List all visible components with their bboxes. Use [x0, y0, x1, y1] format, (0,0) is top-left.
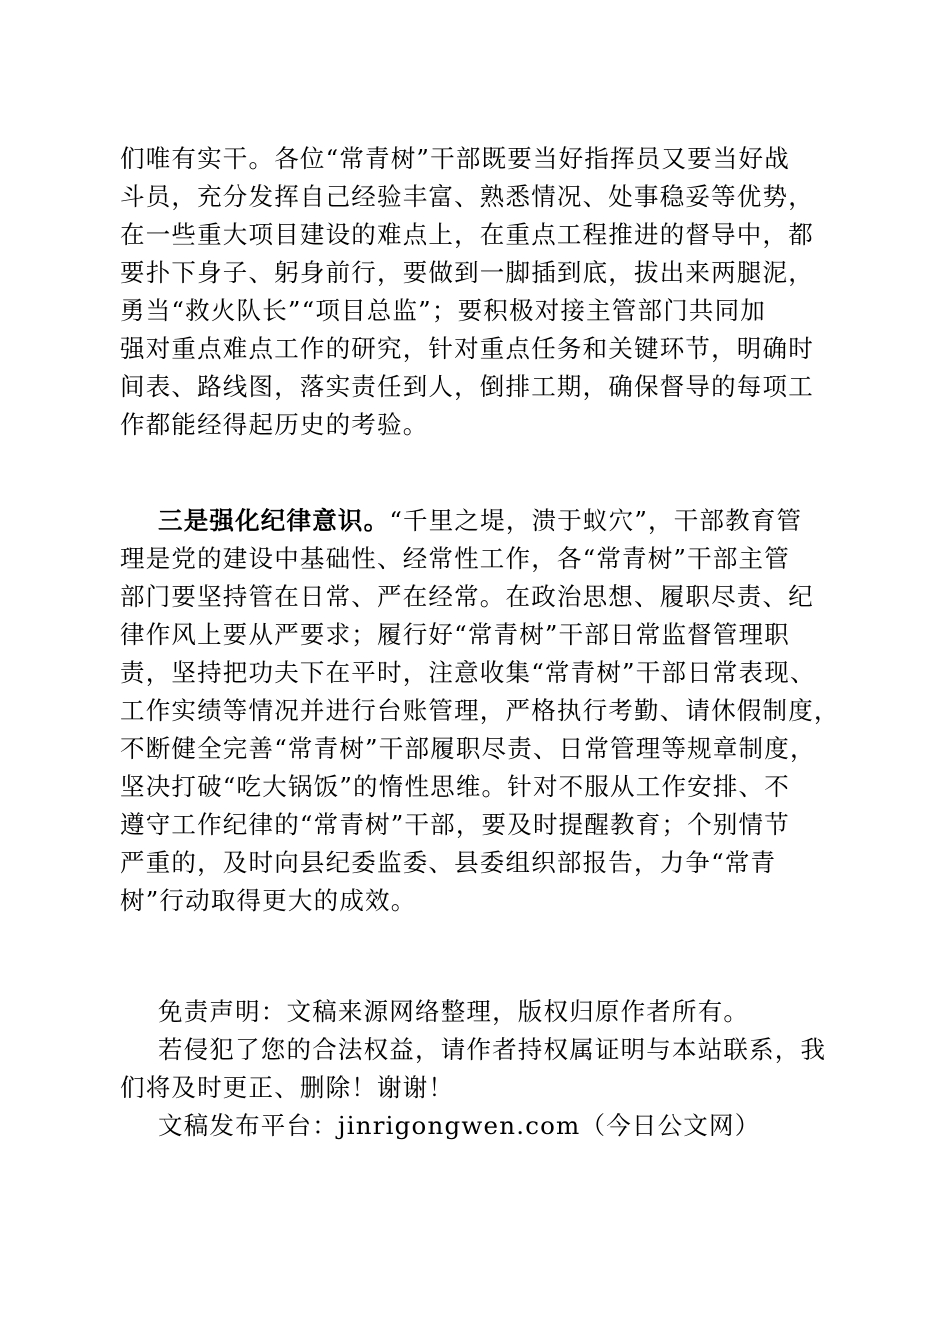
disclaimer-line: 免责声明：文稿来源网络整理，版权归原作者所有。 — [158, 997, 750, 1026]
text-line: 树”行动取得更大的成效。 — [120, 886, 417, 915]
text-line: 斗员，充分发挥自己经验丰富、熟悉情况、处事稳妥等优势， — [120, 182, 814, 211]
text-line: 坚决打破“吃大锅饭”的惰性思维。针对不服从工作安排、不 — [120, 772, 790, 801]
text-line: 工作实绩等情况并进行台账管理，严格执行考勤、请休假制度， — [120, 696, 840, 725]
section-discipline — [120, 502, 840, 920]
text-line: 理是党的建设中基础性、经常性工作，各“常青树”干部主管 — [120, 544, 790, 573]
paragraph-continued — [120, 140, 832, 444]
text-line: 不断健全完善“常青树”干部履职尽责、日常管理等规章制度， — [120, 734, 816, 763]
text-line: 们唯有实干。各位“常青树”干部既要当好指挥员又要当好战 — [120, 144, 790, 173]
text-line: 律作风上要从严要求；履行好“常青树”干部日常监督管理职 — [120, 620, 790, 649]
text-line: 作都能经得起历史的考验。 — [120, 410, 429, 439]
text-line: 在一些重大项目建设的难点上，在重点工程推进的督导中，都 — [120, 220, 814, 249]
platform-line: 文稿发布平台：jinrigongwen.com（今日公文网） — [158, 1111, 761, 1140]
disclaimer-block — [120, 993, 832, 1145]
disclaimer-line: 若侵犯了您的合法权益，请作者持权属证明与本站联系，我 — [158, 1035, 827, 1064]
text-fragment: “千里之堤，溃于蚁穴”，干部教育管 — [389, 506, 803, 535]
text-line: 要扑下身子、躬身前行，要做到一脚插到底，拔出来两腿泥， — [120, 258, 814, 287]
text-line: 部门要坚持管在日常、严在经常。在政治思想、履职尽责、纪 — [120, 582, 814, 611]
text-line: 强对重点难点工作的研究，针对重点任务和关键环节，明确时 — [120, 334, 814, 363]
text-line: 遵守工作纪律的“常青树”干部，要及时提醒教育；个别情节 — [120, 810, 790, 839]
disclaimer-line: 们将及时更正、删除！谢谢！ — [120, 1073, 455, 1102]
text-line: 严重的，及时向县纪委监委、县委组织部报告，力争“常青 — [120, 848, 777, 877]
section-first-line — [120, 502, 832, 540]
text-line: 勇当“救火队长”“项目总监”；要积极对接主管部门共同加 — [120, 296, 766, 325]
text-line: 间表、路线图，落实责任到人，倒排工期，确保督导的每项工 — [120, 372, 814, 401]
section-heading: 三是强化纪律意识。 — [158, 506, 390, 535]
text-line: 责，坚持把功夫下在平时，注意收集“常青树”干部日常表现、 — [120, 658, 816, 687]
